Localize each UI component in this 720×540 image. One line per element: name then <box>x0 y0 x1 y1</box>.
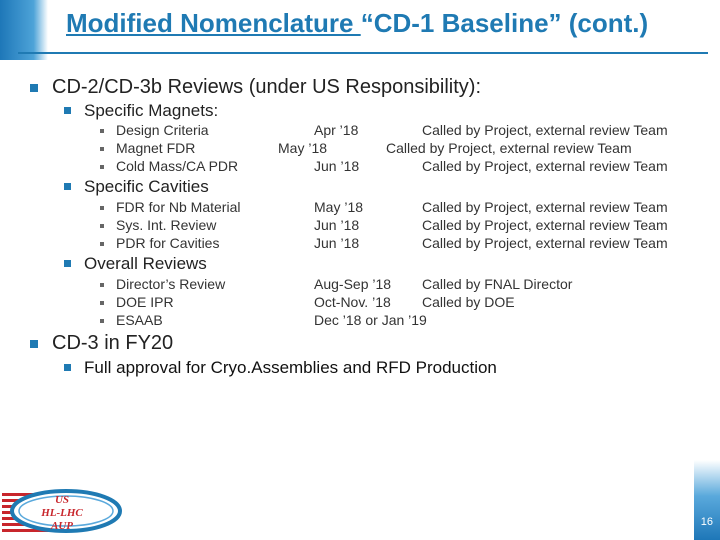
footer-accent-bar <box>694 460 720 540</box>
review-note: Called by FNAL Director <box>422 276 573 292</box>
review-date: May ’18 <box>278 140 328 156</box>
review-name: Sys. Int. Review <box>116 217 217 233</box>
bullet-icon <box>64 107 71 114</box>
review-note: Called by DOE <box>422 294 515 310</box>
title-divider <box>18 52 708 54</box>
bullet-icon <box>100 319 104 323</box>
review-date: Dec ’18 or Jan ’19 <box>314 312 427 328</box>
section-heading: CD-2/CD-3b Reviews (under US Responsibility): <box>52 76 482 98</box>
slide-title-underlined: Modified Nomenclature <box>66 8 361 38</box>
bullet-icon <box>30 84 38 92</box>
review-note: Called by Project, external review Team <box>422 199 668 215</box>
review-date: Jun ’18 <box>314 235 360 251</box>
bullet-icon <box>64 260 71 267</box>
group-heading: Full approval for Cryo.Assemblies and RFD Production <box>84 358 497 377</box>
group-heading: Specific Magnets: <box>84 101 219 120</box>
header-accent-bar <box>0 0 48 60</box>
bullet-icon <box>30 340 38 348</box>
review-name: Design Criteria <box>116 122 209 138</box>
review-name: DOE IPR <box>116 294 174 310</box>
logo-line1: US <box>54 494 70 506</box>
review-note: Called by Project, external review Team <box>422 235 668 251</box>
review-note: Called by Project, external review Team <box>422 122 668 138</box>
review-date: Apr ’18 <box>314 122 359 138</box>
section-heading: CD-3 in FY20 <box>52 332 174 354</box>
slide-title <box>66 8 648 39</box>
bullet-icon <box>100 224 104 228</box>
review-name: Cold Mass/CA PDR <box>116 158 239 174</box>
bullet-icon <box>100 206 104 210</box>
review-date: Oct-Nov. ’18 <box>314 294 391 310</box>
group-heading: Overall Reviews <box>84 254 207 273</box>
review-name: FDR for Nb Material <box>116 199 241 215</box>
review-note: Called by Project, external review Team <box>422 217 668 233</box>
slide-title-rest: “CD-1 Baseline” (cont.) <box>360 8 649 38</box>
logo-line3: AUP <box>51 520 73 532</box>
bullet-icon <box>64 364 71 371</box>
bullet-icon <box>64 183 71 190</box>
review-note: Called by Project, external review Team <box>386 140 632 156</box>
review-date: May ’18 <box>314 199 364 215</box>
review-note: Called by Project, external review Team <box>422 158 668 174</box>
review-name: Magnet FDR <box>116 140 196 156</box>
group-heading: Specific Cavities <box>84 177 209 196</box>
review-date: Jun ’18 <box>314 217 360 233</box>
review-date: Jun ’18 <box>314 158 360 174</box>
review-name: Director’s Review <box>116 276 226 292</box>
us-hl-lhc-aup-logo <box>2 487 122 537</box>
review-name: ESAAB <box>116 312 163 328</box>
review-name: PDR for Cavities <box>116 235 220 251</box>
bullet-icon <box>100 242 104 246</box>
bullet-icon <box>100 301 104 305</box>
review-date: Aug-Sep ’18 <box>314 276 392 292</box>
bullet-icon <box>100 283 104 287</box>
logo-line2: HL-LHC <box>41 507 83 519</box>
bullet-icon <box>100 147 104 151</box>
bullet-icon <box>100 129 104 133</box>
page-number: 16 <box>700 516 713 528</box>
bullet-icon <box>100 165 104 169</box>
